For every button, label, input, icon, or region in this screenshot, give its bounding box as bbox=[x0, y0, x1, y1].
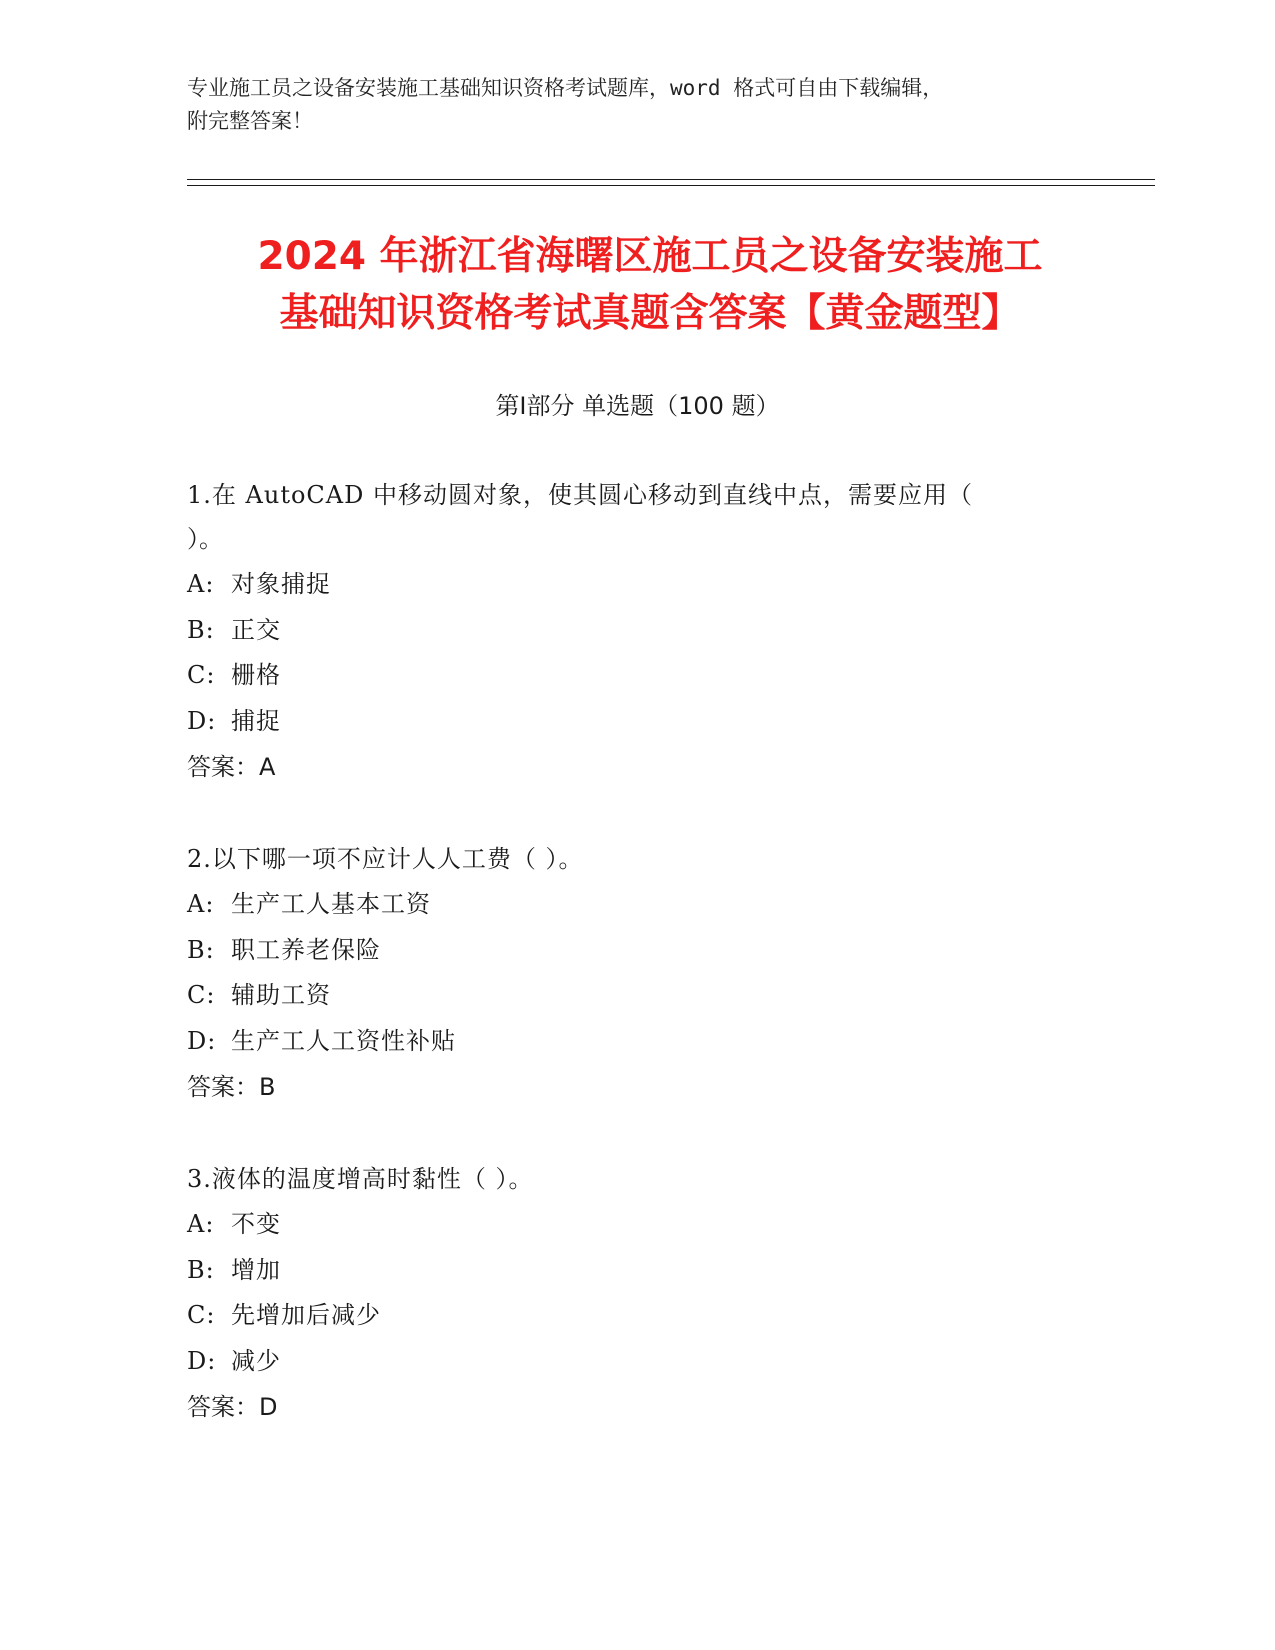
option-key: B: bbox=[187, 935, 215, 964]
question-stem-continuation: ）。 bbox=[187, 525, 223, 553]
option-text: 增加 bbox=[231, 1255, 281, 1284]
option-text: 生产工人基本工资 bbox=[231, 890, 431, 918]
option-b bbox=[187, 928, 1087, 974]
option-text: 先增加后减少 bbox=[231, 1301, 381, 1329]
header-divider-thin bbox=[187, 185, 1155, 186]
document-title-line-2: 基础知识资格考试真题含答案【黄金题型】 bbox=[279, 291, 1021, 336]
option-d bbox=[187, 1019, 1087, 1065]
option-b bbox=[187, 1248, 1087, 1294]
option-a bbox=[187, 1202, 1087, 1248]
option-a bbox=[187, 562, 1087, 608]
option-key: A: bbox=[187, 1210, 215, 1238]
question-list bbox=[187, 472, 1087, 1476]
option-key: A: bbox=[187, 570, 215, 598]
question-stem: 3.液体的温度增高时黏性（ ）。 bbox=[187, 1165, 534, 1193]
option-text: 辅助工资 bbox=[231, 981, 331, 1009]
option-text: 捕捉 bbox=[231, 706, 281, 735]
option-key: C: bbox=[187, 981, 216, 1009]
option-key: C: bbox=[187, 1301, 216, 1329]
option-key: C: bbox=[187, 661, 216, 689]
option-text: 生产工人工资性补贴 bbox=[231, 1026, 456, 1055]
option-c bbox=[187, 1293, 1087, 1339]
option-text: 不变 bbox=[231, 1210, 281, 1238]
option-key: B: bbox=[187, 615, 215, 644]
header-note bbox=[187, 72, 1067, 138]
option-d bbox=[187, 699, 1087, 745]
question-3 bbox=[187, 1156, 1087, 1430]
header-divider-thick bbox=[187, 179, 1155, 180]
option-key: D: bbox=[187, 1026, 217, 1055]
option-text: 职工养老保险 bbox=[231, 935, 381, 964]
header-note-line-1: 专业施工员之设备安装施工基础知识资格考试题库，word 格式可自由下载编辑， bbox=[187, 76, 944, 100]
answer-line: 答案：A bbox=[187, 753, 276, 781]
option-d bbox=[187, 1339, 1087, 1385]
option-c bbox=[187, 973, 1087, 1019]
option-key: A: bbox=[187, 890, 215, 918]
option-b bbox=[187, 608, 1087, 654]
header-note-line-2: 附完整答案！ bbox=[187, 109, 313, 133]
document-title-line-1: 2024 年浙江省海曙区施工员之设备安装施工 bbox=[257, 234, 1043, 279]
option-key: B: bbox=[187, 1255, 215, 1284]
option-text: 对象捕捉 bbox=[231, 570, 331, 598]
question-stem: 2.以下哪一项不应计人人工费（ ）。 bbox=[187, 845, 584, 873]
question-2 bbox=[187, 836, 1087, 1110]
option-a bbox=[187, 882, 1087, 928]
question-stem: 1.在 AutoCAD 中移动圆对象，使其圆心移动到直线中点，需要应用（ bbox=[187, 481, 973, 509]
option-text: 正交 bbox=[231, 615, 281, 644]
document-title bbox=[170, 228, 1130, 342]
option-text: 栅格 bbox=[231, 661, 281, 689]
option-key: D: bbox=[187, 1346, 217, 1375]
option-key: D: bbox=[187, 706, 217, 735]
section-heading: 第Ⅰ部分 单选题（100 题） bbox=[495, 392, 780, 420]
answer-line: 答案：B bbox=[187, 1073, 276, 1101]
option-c bbox=[187, 653, 1087, 699]
answer-line: 答案：D bbox=[187, 1393, 278, 1421]
option-text: 减少 bbox=[231, 1346, 281, 1375]
question-1 bbox=[187, 472, 1087, 790]
